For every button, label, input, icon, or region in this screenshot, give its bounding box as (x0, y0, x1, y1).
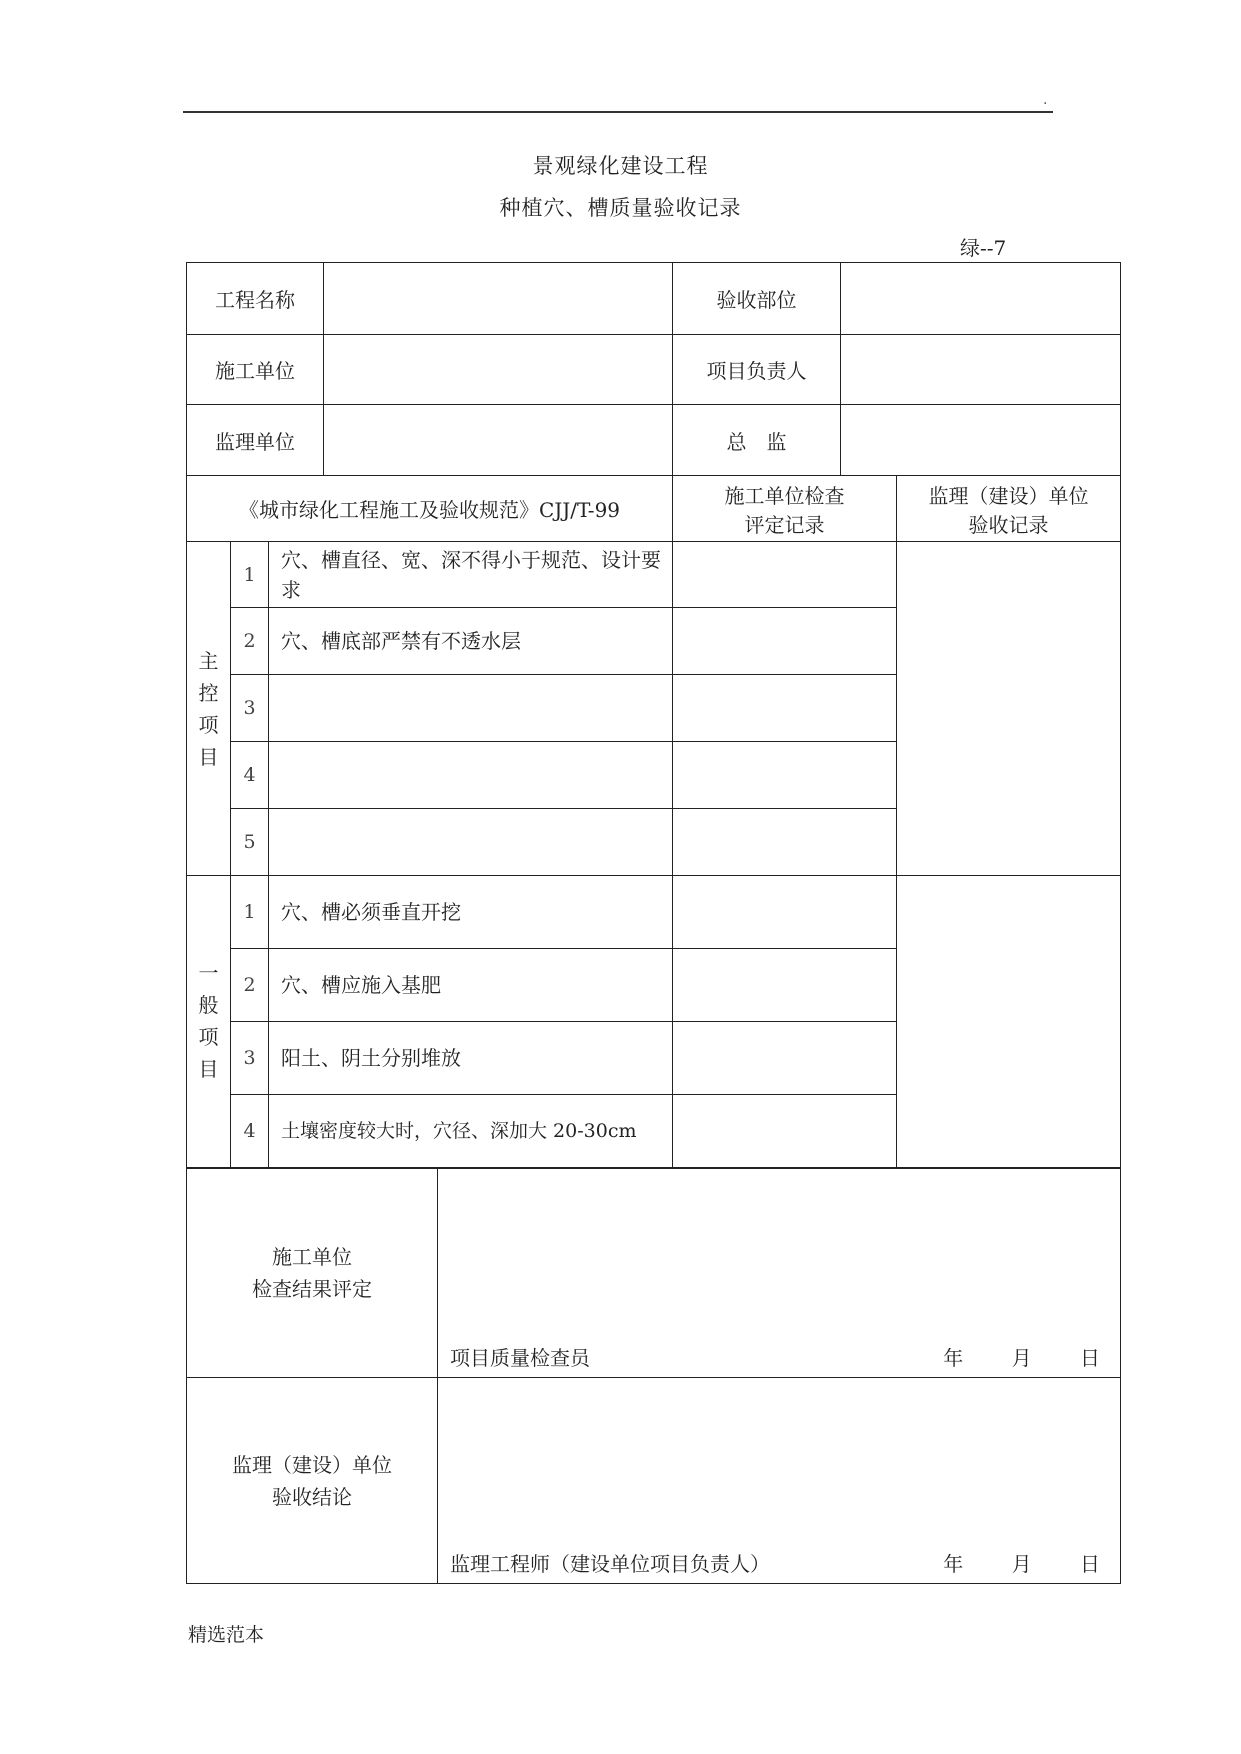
quality-inspector-label: 项目质量检查员 (450, 1346, 590, 1370)
construction-check-header-line1: 施工单位检查 (724, 483, 845, 508)
main-item-number: 3 (231, 675, 269, 742)
general-items-supervision-field[interactable] (897, 876, 1121, 1168)
supervision-result-label-line2: 验收结论 (272, 1484, 352, 1509)
general-items-label (187, 876, 231, 1168)
document-subtitle: 种植穴、槽质量验收记录 (499, 196, 742, 220)
supervision-record-header (897, 476, 1121, 542)
general-item-number: 4 (231, 1095, 269, 1168)
standard-reference: 《城市绿化工程施工及验收规范》CJJ/T-99 (187, 476, 673, 542)
general-item-number: 3 (231, 1022, 269, 1095)
construction-result-field[interactable] (438, 1168, 1121, 1378)
month-label: 月 (1011, 1552, 1032, 1576)
document-title: 景观绿化建设工程 (532, 154, 709, 178)
general-item-text: 土壤密度较大时，穴径、深加大 20-30cm (269, 1095, 673, 1168)
main-item-number: 5 (231, 809, 269, 876)
main-item-number: 1 (231, 542, 269, 608)
acceptance-part-field[interactable] (841, 263, 1121, 335)
construction-result-signature-line (450, 1342, 1100, 1371)
construction-result-date (901, 1342, 1100, 1371)
day-label: 日 (1080, 1552, 1100, 1576)
main-item-text: 穴、槽直径、宽、深不得小于规范、设计要求 (269, 542, 673, 608)
supervision-result-label-line1: 监理（建设）单位 (232, 1452, 392, 1477)
main-item-check-field[interactable] (673, 608, 897, 675)
construction-check-header (673, 476, 897, 542)
general-item-check-field[interactable] (673, 949, 897, 1022)
construction-check-header-line2: 评定记录 (744, 512, 825, 537)
form-code: 绿--7 (960, 236, 1007, 260)
acceptance-form-table (186, 262, 1121, 1584)
footer-text: 精选范本 (188, 1624, 265, 1646)
main-item-number: 4 (231, 742, 269, 809)
general-item-check-field[interactable] (673, 876, 897, 949)
main-items-label (187, 542, 231, 876)
supervision-record-header-line2: 验收记录 (968, 512, 1049, 537)
project-name-field[interactable] (324, 263, 673, 335)
construction-result-label (187, 1168, 438, 1378)
main-item-check-field[interactable] (673, 675, 897, 742)
main-item-text (269, 742, 673, 809)
general-item-number: 1 (231, 876, 269, 949)
project-name-label: 工程名称 (187, 263, 324, 335)
general-item-check-field[interactable] (673, 1095, 897, 1168)
main-item-check-field[interactable] (673, 542, 897, 608)
general-item-text: 阳土、阴土分别堆放 (269, 1022, 673, 1095)
supervision-result-label (187, 1378, 438, 1584)
main-item-check-field[interactable] (673, 742, 897, 809)
supervision-unit-field[interactable] (324, 405, 673, 476)
supervision-result-signature-line (450, 1548, 1100, 1577)
general-item-check-field[interactable] (673, 1022, 897, 1095)
supervision-result-field[interactable] (438, 1378, 1121, 1584)
header-rule (183, 111, 1053, 113)
acceptance-part-label: 验收部位 (673, 263, 841, 335)
construction-unit-label: 施工单位 (187, 335, 324, 405)
month-label: 月 (1011, 1346, 1032, 1370)
header-dot: . (1043, 92, 1048, 108)
chief-supervisor-label: 总 监 (673, 405, 841, 476)
general-item-number: 2 (231, 949, 269, 1022)
supervision-result-date (901, 1548, 1100, 1577)
main-item-check-field[interactable] (673, 809, 897, 876)
main-items-label-text: 主控项目 (198, 648, 219, 769)
general-items-label-text: 一般项目 (198, 961, 219, 1082)
project-leader-label: 项目负责人 (673, 335, 841, 405)
day-label: 日 (1080, 1346, 1100, 1370)
supervision-unit-label: 监理单位 (187, 405, 324, 476)
main-items-supervision-field[interactable] (897, 542, 1121, 876)
supervision-record-header-line1: 监理（建设）单位 (928, 483, 1089, 508)
main-item-text (269, 675, 673, 742)
construction-result-label-line1: 施工单位 (272, 1244, 352, 1269)
general-item-text: 穴、槽必须垂直开挖 (269, 876, 673, 949)
year-label: 年 (943, 1346, 964, 1370)
general-item-text: 穴、槽应施入基肥 (269, 949, 673, 1022)
project-leader-field[interactable] (841, 335, 1121, 405)
main-item-text (269, 809, 673, 876)
year-label: 年 (943, 1552, 964, 1576)
main-item-number: 2 (231, 608, 269, 675)
chief-supervisor-field[interactable] (841, 405, 1121, 476)
main-item-text: 穴、槽底部严禁有不透水层 (269, 608, 673, 675)
construction-unit-field[interactable] (324, 335, 673, 405)
construction-result-label-line2: 检查结果评定 (252, 1276, 372, 1301)
supervising-engineer-label: 监理工程师（建设单位项目负责人） (450, 1552, 770, 1576)
